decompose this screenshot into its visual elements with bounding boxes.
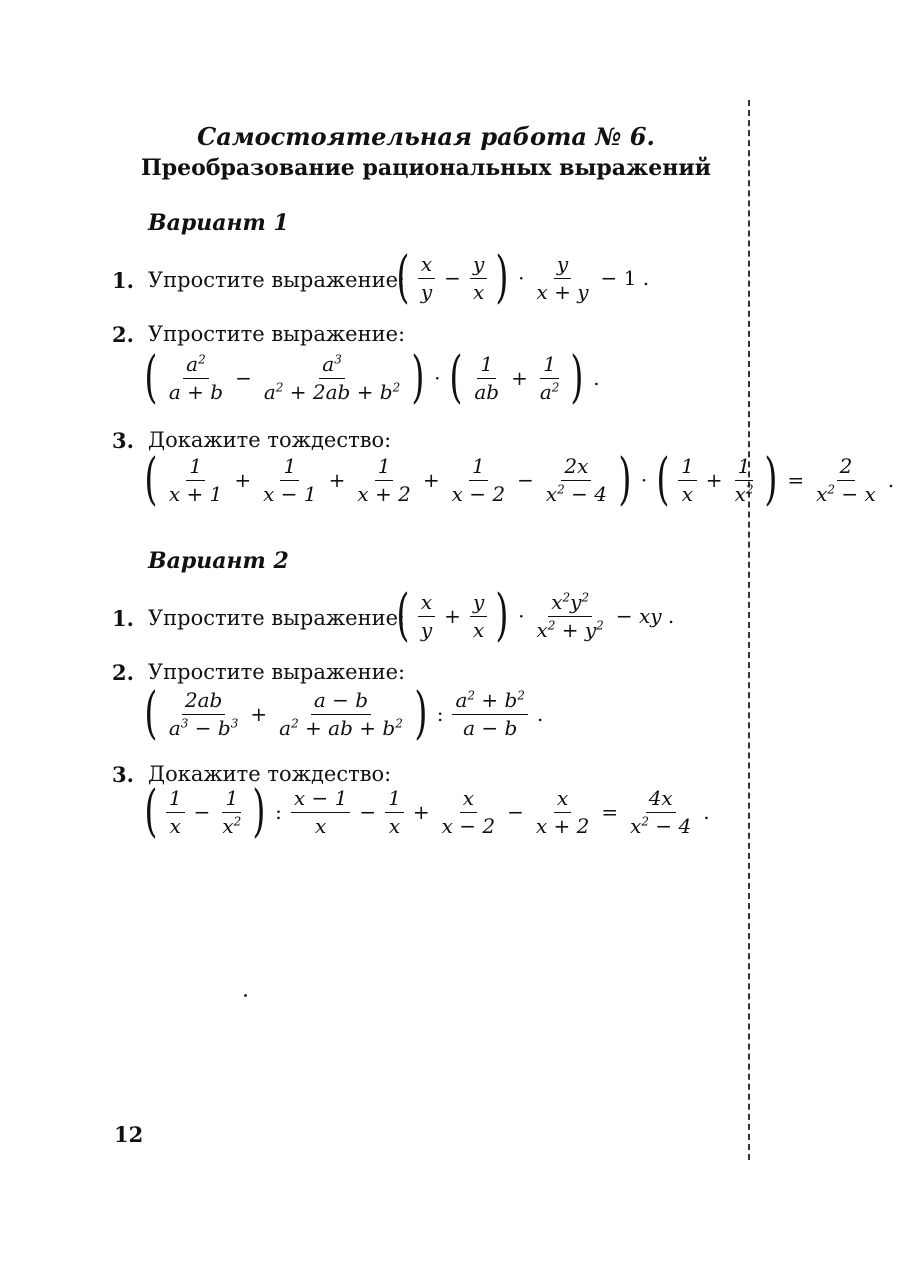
cut-line <box>748 100 750 1160</box>
v1-task2-text: Упростите выражение: <box>148 322 406 346</box>
v1-task1-formula: ( $\frac{x}{y}$ − $\frac{y}{x}$ ) · $\frac{y}{x + y}$ − 1 . <box>396 245 650 310</box>
v2-task3-text: Докажите тождество: <box>148 762 392 786</box>
page-title: Самостоятельная работа № 6. <box>197 122 655 151</box>
v2-task1-text: Упростите выражение: <box>148 606 406 630</box>
v1-task3-text: Докажите тождество: <box>148 428 392 452</box>
v2-task2-text: Упростите выражение: <box>148 660 406 684</box>
v1-task2-formula: ( $\frac{a^2}{a + b}$ − $\frac{a^3}{a^2 + 2ab + b^2}$ ) · ( $\frac{1}{ab}$ + $\frac{1}{a^2}$ ) . <box>144 345 600 410</box>
v2-task2-number: 2. <box>112 660 134 685</box>
v2-task1-number: 1. <box>112 606 134 631</box>
variant1-heading: Вариант 1 <box>148 210 289 236</box>
v1-task1-number: 1. <box>112 268 134 293</box>
v2-task2-formula: ( $\frac{2ab}{a^3 - b^3}$ + $\frac{a - b}{a^2 + ab + b^2}$ ) : $\frac{a^2 + b^2}{a - b}$ . <box>144 681 544 746</box>
v1-task2-number: 2. <box>112 322 134 347</box>
v2-task1-formula: ( $\frac{x}{y}$ + $\frac{y}{x}$ ) · $\frac{x^2y^2}{x^2 + y^2}$ − xy . <box>396 583 675 648</box>
v1-task1-text: Упростите выражение: <box>148 268 406 292</box>
page-number: 12 <box>114 1122 144 1147</box>
v1-task3-number: 3. <box>112 428 134 453</box>
v2-task3-number: 3. <box>112 762 134 787</box>
v1-task3-formula: ( $\frac{1}{x + 1}$ + $\frac{1}{x - 1}$ + $\frac{1}{x + 2}$ + $\frac{1}{x - 2}$ − $\frac{2x}{x^2 - 4}$ ) · ( $\frac{1}{x}$ + $\frac{1}{x^2}$ ) = $\frac{2}{x^2 - x}$ . <box>144 447 895 512</box>
v2-task3-formula: ( $\frac{1}{x}$ − $\frac{1}{x^2}$ ) : $\frac{x - 1}{x}$ − $\frac{1}{x}$ + $\frac{x}{x - 2}$ − $\frac{x}{x + 2}$ = $\frac{4x}{x^2 - 4}$ . <box>144 779 710 844</box>
variant2-heading: Вариант 2 <box>148 548 289 574</box>
page-subtitle: Преобразование рациональных выражений <box>140 155 711 181</box>
print-speck <box>244 994 247 997</box>
